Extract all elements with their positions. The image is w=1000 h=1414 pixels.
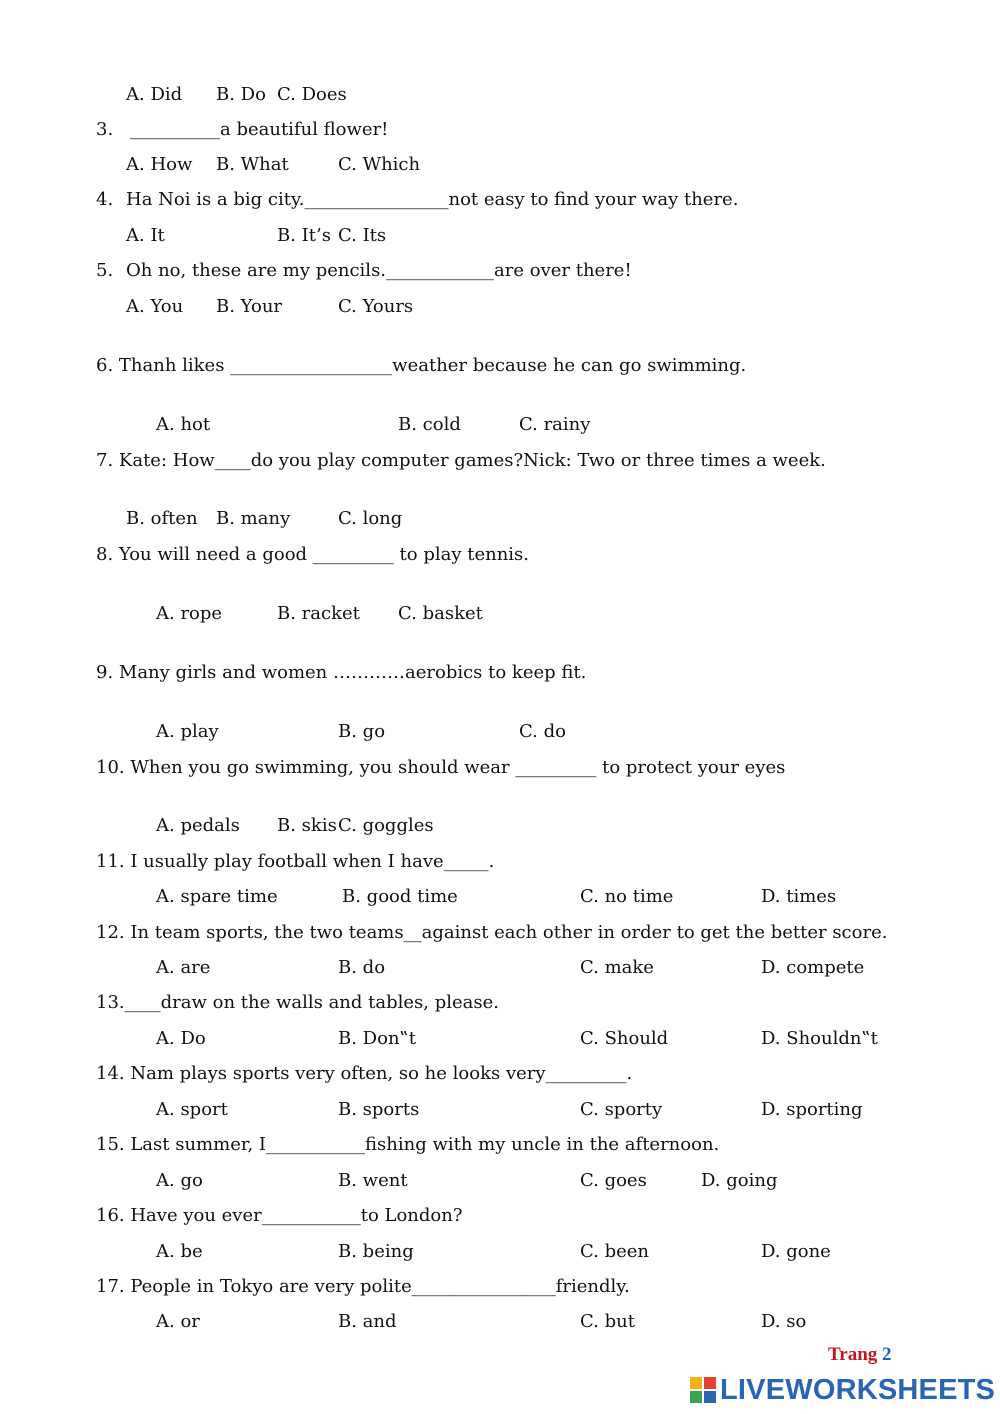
line-text: C. no time [580, 886, 674, 907]
text-line [0, 1309, 1000, 1335]
text-line [0, 755, 1000, 781]
line-text: B. often [126, 508, 198, 529]
liveworksheets-logo [690, 1374, 995, 1406]
line-text: C. rainy [519, 414, 591, 435]
line-text: C. Its [338, 225, 387, 246]
line-text: D. gone [761, 1241, 831, 1262]
text-line [0, 542, 1000, 568]
line-text: A. play [156, 721, 219, 742]
line-text: 7. Kate: How____do you play computer games?Nick: Two or three times a week. [96, 450, 826, 471]
text-line [0, 719, 1000, 745]
line-text: B. and [338, 1311, 397, 1332]
line-text: C. but [580, 1311, 635, 1332]
text-line [0, 294, 1000, 320]
line-text: B. went [338, 1170, 408, 1191]
line-text: C. make [580, 957, 654, 978]
text-line [0, 1168, 1000, 1194]
text-line [0, 955, 1000, 981]
text-line [0, 1239, 1000, 1265]
line-text: Oh no, these are my pencils.____________are over there! [126, 260, 632, 281]
line-text: 14. Nam plays sports very often, so he looks very_________. [96, 1063, 633, 1084]
line-text: B. go [338, 721, 386, 742]
line-text: __________a beautiful flower! [130, 119, 389, 140]
line-text: C. Should [580, 1028, 669, 1049]
text-line [0, 82, 1000, 108]
line-text: 10. When you go swimming, you should wear _________ to protect your eyes [96, 757, 786, 778]
text-line [0, 152, 1000, 178]
line-text: 16. Have you ever___________to London? [96, 1205, 463, 1226]
line-text: A. sport [156, 1099, 228, 1120]
text-line [0, 353, 1000, 379]
line-text: A. How [126, 154, 193, 175]
line-text: B. Your [216, 296, 283, 317]
line-text: B. good time [342, 886, 458, 907]
brand-name: LIVEWORKSHEETS [720, 1373, 996, 1406]
line-text: C. Which [338, 154, 421, 175]
line-text: A. It [126, 225, 165, 246]
line-text: D. sporting [761, 1099, 863, 1120]
line-text: 4. [96, 189, 114, 210]
liveworksheets-logo-icon [690, 1377, 716, 1403]
line-text: D. compete [761, 957, 865, 978]
line-text: 12. In team sports, the two teams__against each other in order to get the better score. [96, 922, 888, 943]
page-number-value: 2 [882, 1344, 892, 1365]
line-text: 3. [96, 119, 114, 140]
line-text: A. are [156, 957, 211, 978]
line-text: C. goggles [338, 815, 434, 836]
line-text: A. pedals [156, 815, 240, 836]
line-text: C. Does [277, 84, 347, 105]
page-number [828, 1344, 892, 1366]
line-text: C. do [519, 721, 566, 742]
line-text: B. Do [216, 84, 266, 105]
line-text: B. do [338, 957, 386, 978]
text-line [0, 187, 1000, 213]
line-text: A. rope [156, 603, 223, 624]
text-line [0, 223, 1000, 249]
text-line [0, 1274, 1000, 1300]
line-text: 6. Thanh likes __________________weather because he can go swimming. [96, 355, 747, 376]
line-text: 17. People in Tokyo are very polite________________friendly. [96, 1276, 630, 1297]
line-text: C. Yours [338, 296, 414, 317]
line-text: A. go [156, 1170, 203, 1191]
line-text: A. spare time [156, 886, 278, 907]
line-text: D. going [701, 1170, 778, 1191]
line-text: C. long [338, 508, 403, 529]
text-line [0, 117, 1000, 143]
line-text: 13.____draw on the walls and tables, please. [96, 992, 499, 1013]
line-text: C. been [580, 1241, 649, 1262]
line-text: 11. I usually play football when I have_____. [96, 851, 495, 872]
text-line [0, 1203, 1000, 1229]
line-text: A. hot [156, 414, 211, 435]
text-line [0, 1132, 1000, 1158]
line-text: A. Do [156, 1028, 206, 1049]
text-line [0, 1097, 1000, 1123]
text-line [0, 506, 1000, 532]
line-text: A. or [156, 1311, 200, 1332]
text-line [0, 990, 1000, 1016]
line-text: B. cold [398, 414, 461, 435]
line-text: B. many [216, 508, 291, 529]
line-text: B. skis [277, 815, 337, 836]
line-text: D. Shouldn‟t [761, 1028, 878, 1049]
text-line [0, 660, 1000, 686]
text-line [0, 813, 1000, 839]
line-text: B. racket [277, 603, 360, 624]
line-text: 5. [96, 260, 114, 281]
text-line [0, 412, 1000, 438]
line-text: Ha Noi is a big city.________________not easy to find your way there. [126, 189, 739, 210]
text-line [0, 849, 1000, 875]
text-line [0, 884, 1000, 910]
line-text: C. goes [580, 1170, 647, 1191]
line-text: B. What [216, 154, 289, 175]
line-text: 8. You will need a good _________ to play tennis. [96, 544, 530, 565]
line-text: D. so [761, 1311, 807, 1332]
text-line [0, 601, 1000, 627]
line-text: B. sports [338, 1099, 420, 1120]
line-text: B. Don‟t [338, 1028, 416, 1049]
line-text: 15. Last summer, I___________fishing with my uncle in the afternoon. [96, 1134, 720, 1155]
line-text: C. sporty [580, 1099, 663, 1120]
text-line [0, 1061, 1000, 1087]
page-word: Trang [828, 1344, 878, 1365]
text-line [0, 1026, 1000, 1052]
line-text: D. times [761, 886, 837, 907]
line-text: C. basket [398, 603, 483, 624]
line-text: 9. Many girls and women …………aerobics to keep fit. [96, 662, 587, 683]
text-line [0, 448, 1000, 474]
line-text: A. Did [126, 84, 183, 105]
line-text: A. be [156, 1241, 203, 1262]
line-text: A. You [126, 296, 184, 317]
text-line [0, 258, 1000, 284]
line-text: B. It’s [277, 225, 331, 246]
line-text: B. being [338, 1241, 414, 1262]
text-line [0, 920, 1000, 946]
